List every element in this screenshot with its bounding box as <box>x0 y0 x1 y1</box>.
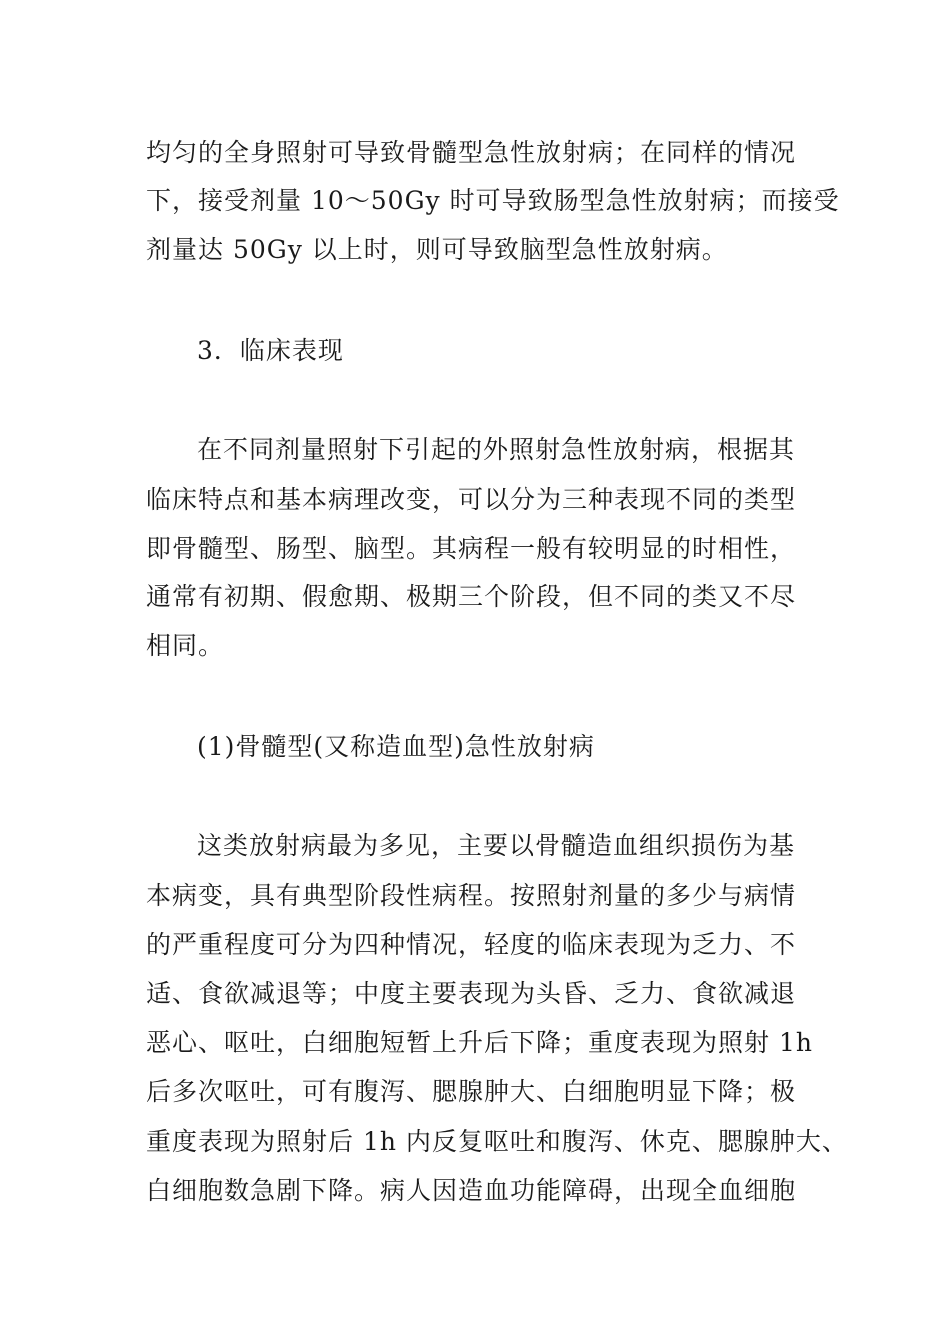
paragraph-3-line-5: 恶心、呕吐，白细胞短暂上升后下降；重度表现为照射 1h <box>146 1028 813 1057</box>
paragraph-3-line-4: 适、食欲减退等；中度主要表现为头昏、乏力、食欲减退 <box>146 979 797 1008</box>
paragraph-3-line-3: 的严重程度可分为四种情况，轻度的临床表现为乏力、不 <box>146 930 797 959</box>
paragraph-3-line-2: 本病变，具有典型阶段性病程。按照射剂量的多少与病情 <box>146 881 797 910</box>
paragraph-2-line-2: 临床特点和基本病理改变，可以分为三种表现不同的类型 <box>146 485 797 514</box>
paragraph-3-line-8: 白细胞数急剧下降。病人因造血功能障碍，出现全血细胞 <box>146 1176 797 1205</box>
paragraph-3-line-6: 后多次呕吐，可有腹泻、腮腺肿大、白细胞明显下降；极 <box>146 1077 797 1106</box>
paragraph-1-line-1: 均匀的全身照射可导致骨髓型急性放射病；在同样的情况 <box>146 138 797 167</box>
paragraph-2-line-1: 在不同剂量照射下引起的外照射急性放射病，根据其 <box>197 435 796 464</box>
paragraph-2-line-3: 即骨髓型、肠型、脑型。其病程一般有较明显的时相性， <box>146 534 797 563</box>
paragraph-2-line-5: 相同。 <box>146 631 225 660</box>
paragraph-2-line-4: 通常有初期、假愈期、极期三个阶段，但不同的类又不尽 <box>146 582 797 611</box>
section-heading-clinical: 3．临床表现 <box>197 336 344 365</box>
paragraph-1-line-2: 下，接受剂量 10～50Gy 时可导致肠型急性放射病；而接受 <box>146 186 840 215</box>
subheading-bone-marrow-type: (1)骨髓型(又称造血型)急性放射病 <box>197 732 595 761</box>
paragraph-1-line-3: 剂量达 50Gy 以上时，则可导致脑型急性放射病。 <box>146 235 728 264</box>
paragraph-3-line-1: 这类放射病最为多见，主要以骨髓造血组织损伤为基 <box>197 831 796 860</box>
paragraph-3-line-7: 重度表现为照射后 1h 内反复呕吐和腹泻、休克、腮腺肿大、 <box>146 1127 848 1156</box>
